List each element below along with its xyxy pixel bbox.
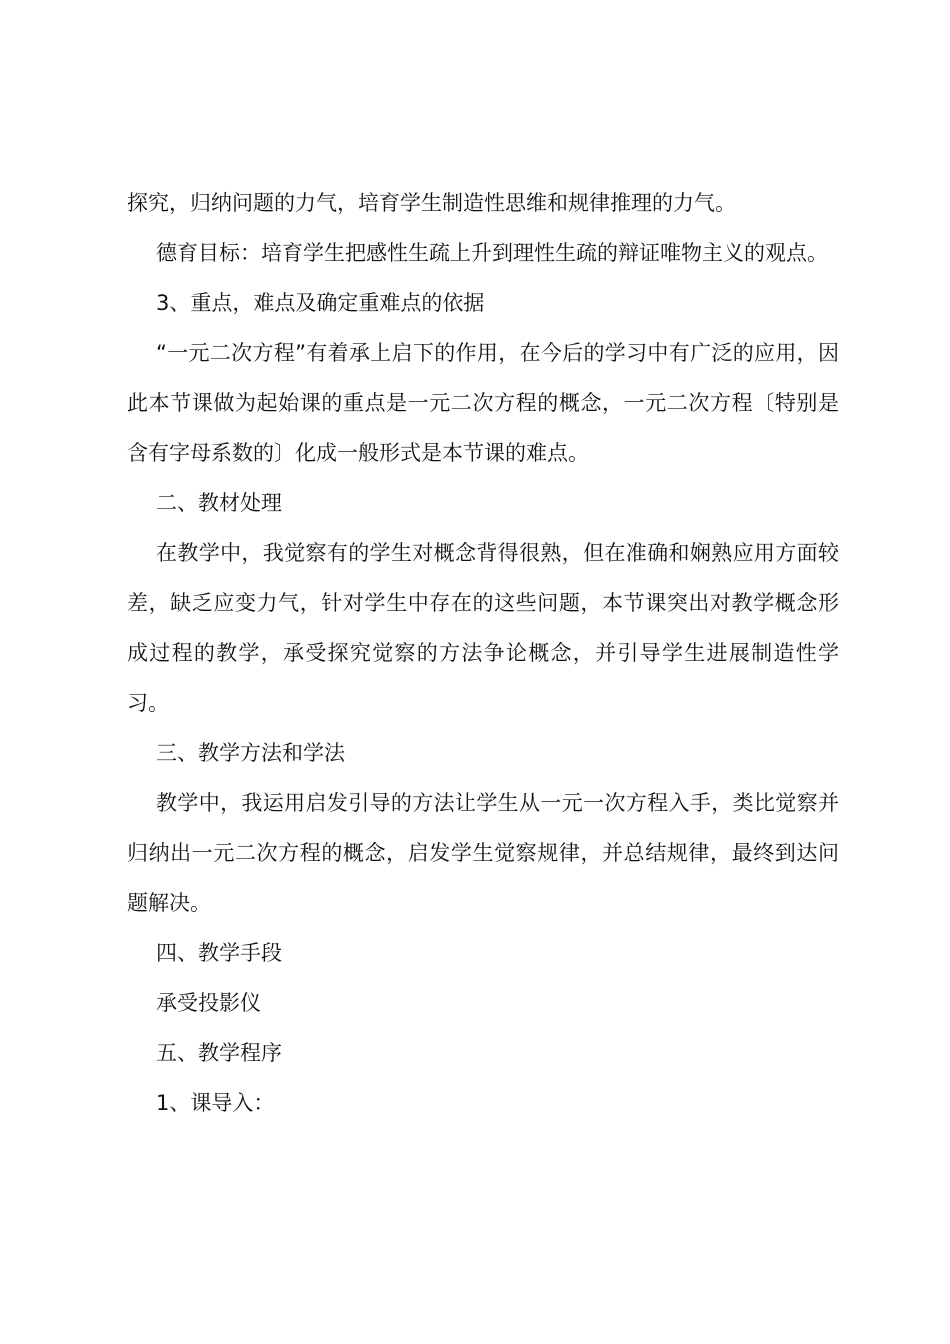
paragraph-continuation: 探究，归纳问题的力气，培育学生制造性思维和规律推理的力气。 <box>127 191 736 215</box>
heading-teaching-methods: 三、教学方法和学法 <box>156 741 345 765</box>
paragraph-material-handling: 在教学中，我觉察有的学生对概念背得很熟，但在准确和娴熟应用方面较差，缺乏应变力气，针对学生中存在的这些问题，本节课突出对教学概念形成过程的教学，承受探究觉察的方法争论概念，并引导学生进展制造性学习。 <box>127 541 839 715</box>
paragraph-key-points: “一元二次方程”有着承上启下的作用，在今后的学习中有广泛的应用，因此本节课做为起始课的重点是一元二次方程的概念，一元二次方程〔特别是含有字母系数的〕化成一般形式是本节课的难点。 <box>127 341 839 465</box>
heading-teaching-means: 四、教学手段 <box>156 941 282 965</box>
paragraph-teaching-methods: 教学中，我运用启发引导的方法让学生从一元一次方程入手，类比觉察并归纳出一元二次方程的概念，启发学生觉察规律，并总结规律，最终到达问题解决。 <box>127 791 839 915</box>
heading-teaching-procedure: 五、教学程序 <box>156 1041 282 1065</box>
document-body <box>127 178 839 1128</box>
paragraph-teaching-means: 承受投影仪 <box>156 991 261 1015</box>
heading-lesson-intro: 1、课导入： <box>156 1091 275 1115</box>
paragraph-moral-goal: 德育目标：培育学生把感性生疏上升到理性生疏的辩证唯物主义的观点。 <box>156 241 828 265</box>
heading-material-handling: 二、教材处理 <box>156 491 282 515</box>
heading-key-points: 3、重点，难点及确定重难点的依据 <box>156 291 485 315</box>
